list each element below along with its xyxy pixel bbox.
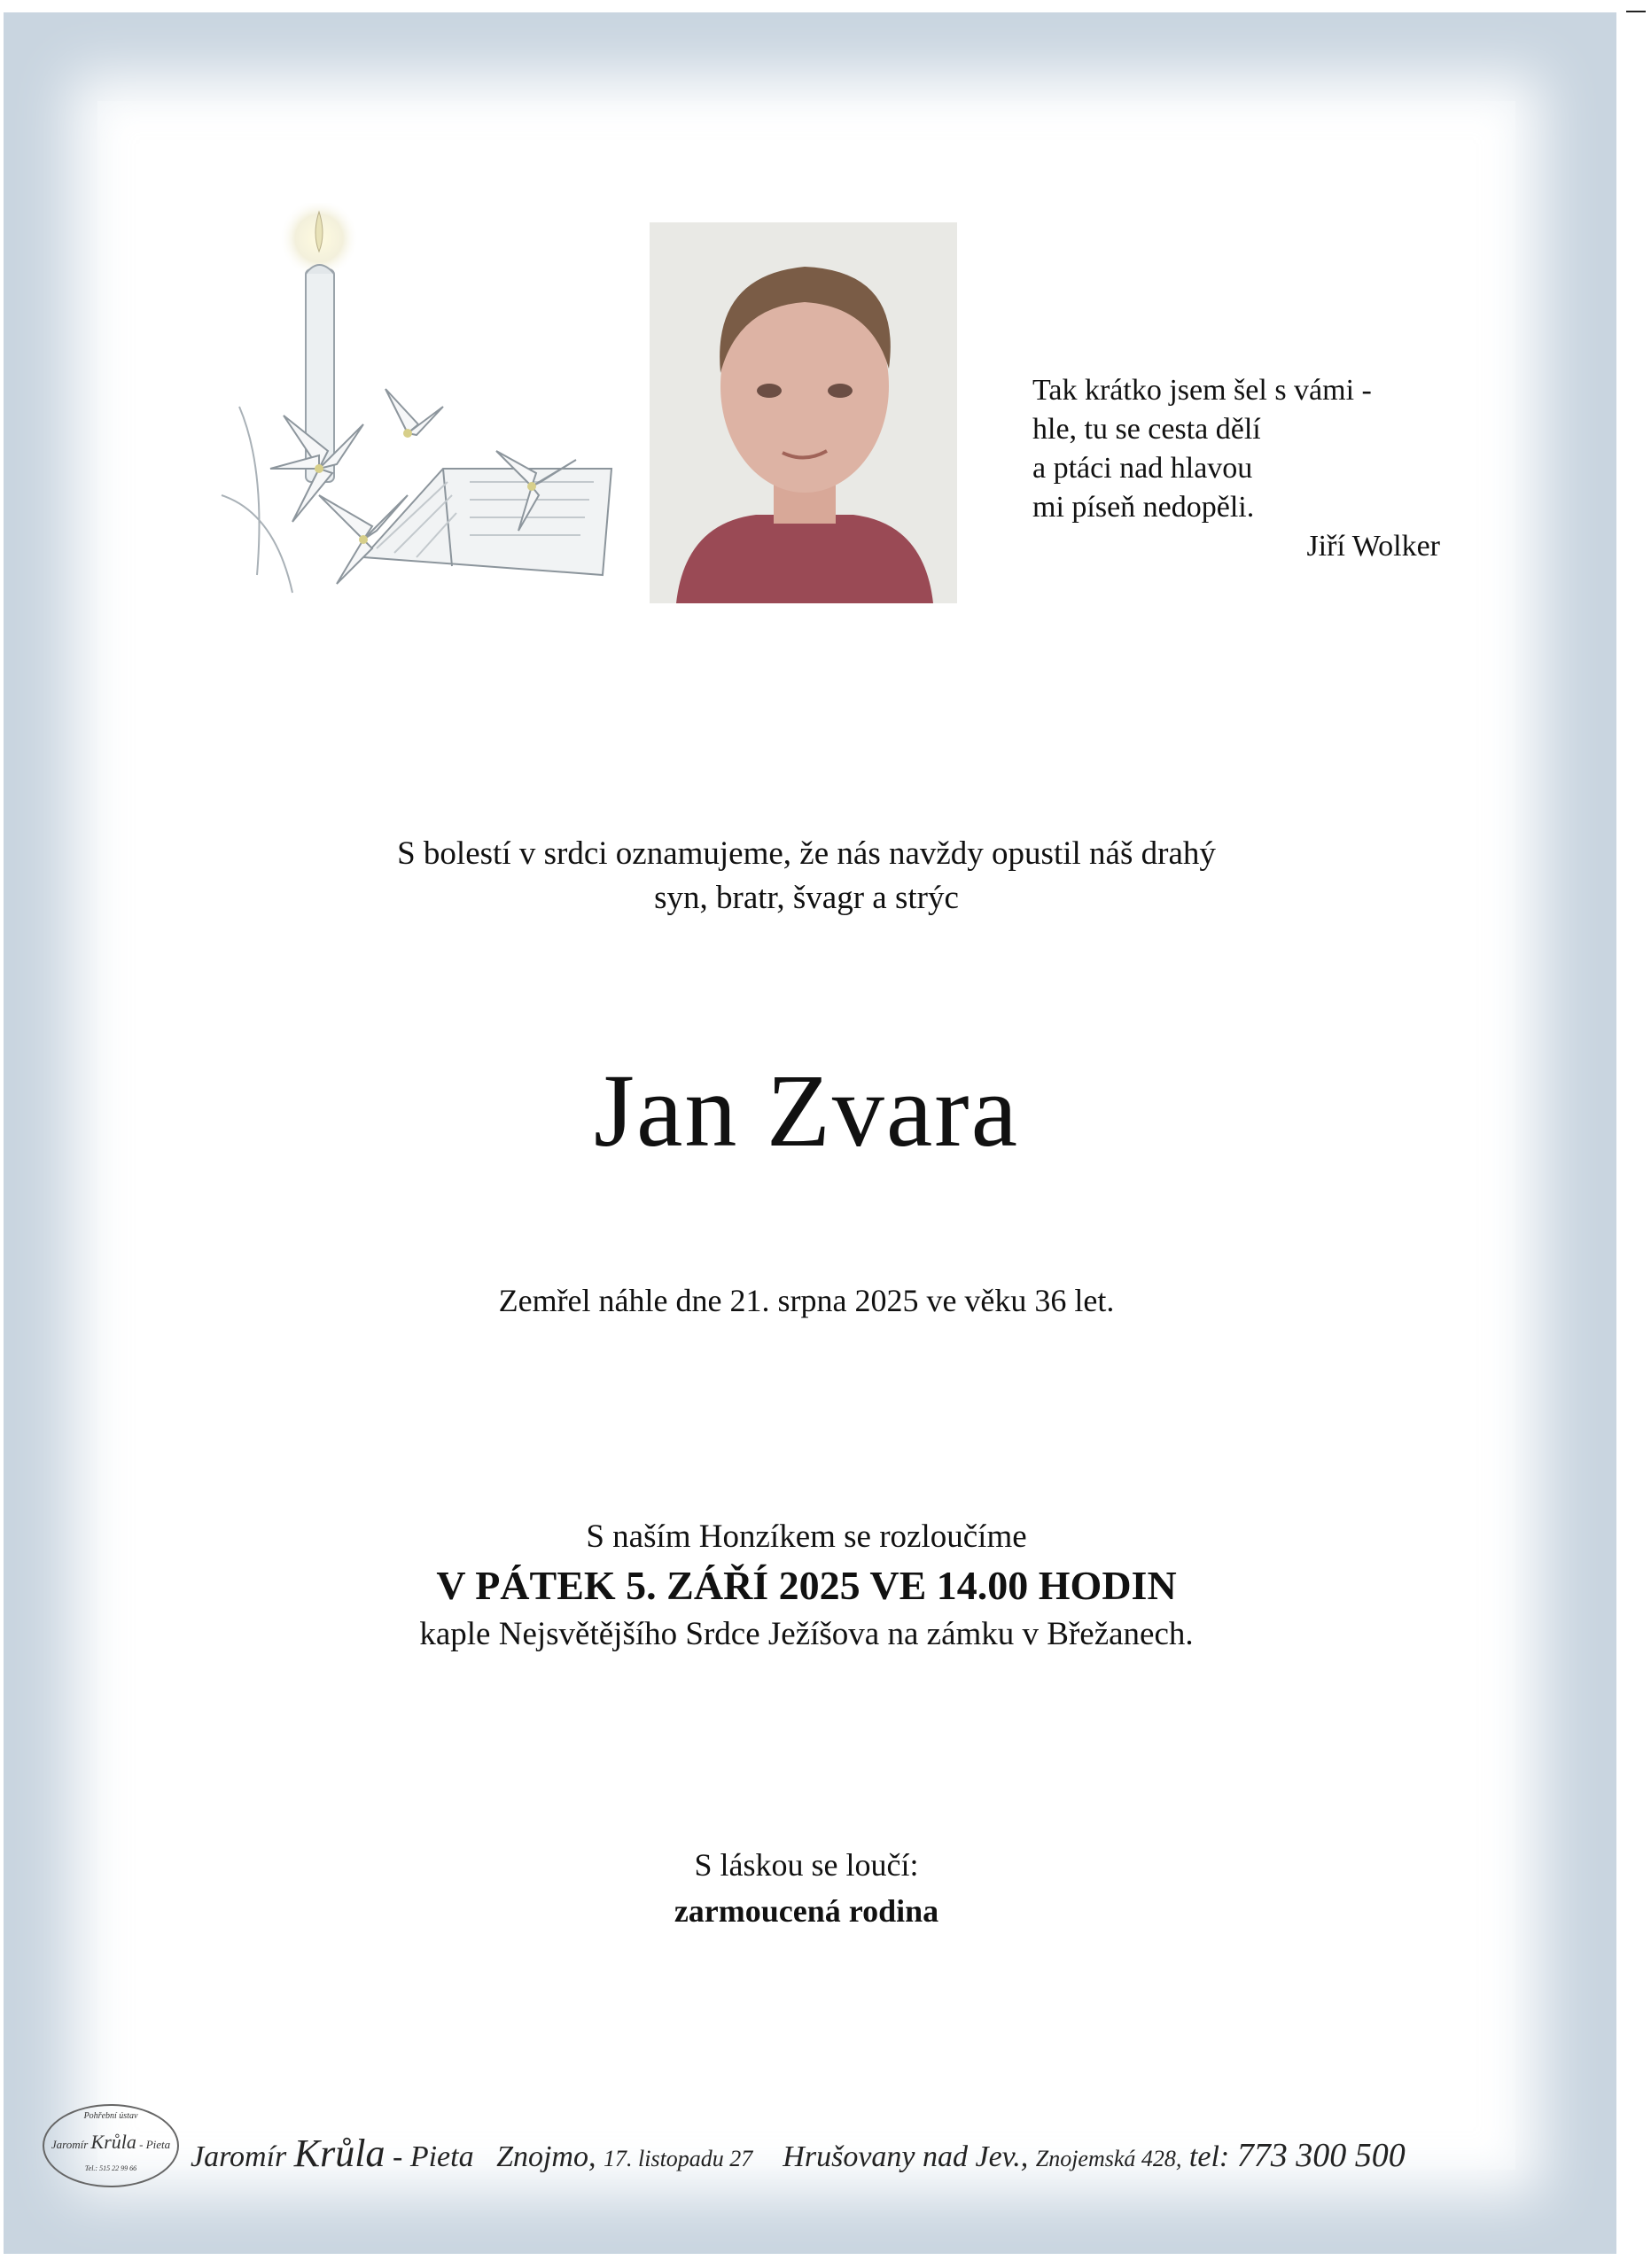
footer-branch2-street: Znojemská 428, [1035, 2146, 1182, 2171]
portrait-placeholder [650, 222, 957, 603]
stamp-suffix: - Pieta [139, 2138, 171, 2151]
corner-mark [1626, 11, 1646, 12]
footer-phone-label: tel: [1188, 2140, 1230, 2173]
ceremony-place: kaple Nejsvětějšího Srdce Ježíšova na zámku v Břežanech. [419, 1616, 1194, 1652]
poem-line: a ptáci nad hlavou [1032, 452, 1253, 485]
paper-frame [4, 12, 1616, 2254]
deceased-name: Jan Zvara [594, 1052, 1019, 1169]
stamp-top-text: Pohřební ústav [83, 2111, 138, 2121]
announcement-text [97, 832, 1515, 920]
funeral-home-footer [191, 2131, 1573, 2176]
ceremony-datetime: V PÁTEK 5. ZÁŘÍ 2025 VE 14.00 HODIN [436, 1563, 1177, 1608]
ceremony-info [97, 1514, 1515, 1658]
stamp-phone: Tel.: 515 22 99 66 [84, 2164, 137, 2172]
portrait-photo [650, 222, 957, 603]
announcement-line-1: S bolestí v srdci oznamujeme, že nás navždy opustil náš drahý [397, 835, 1216, 872]
stamp-first: Jaromír [51, 2138, 89, 2151]
stamp-name [44, 2131, 177, 2154]
footer-company: - Pieta [393, 2140, 474, 2173]
footer-phone: 773 300 500 [1236, 2137, 1406, 2174]
footer-surname: Krůla [293, 2132, 385, 2175]
ceremony-header: S naším Honzíkem se rozloučíme [586, 1518, 1027, 1555]
poem-line: Tak krátko jsem šel s vámi - [1032, 374, 1372, 407]
footer-branch1-street: 17. listopadu 27 [604, 2146, 753, 2171]
closing-family: zarmoucená rodina [674, 1893, 939, 1929]
funeral-home-stamp [43, 2104, 179, 2187]
announcement-line-2: syn, bratr, švagr a strýc [654, 880, 959, 916]
closing-signature [97, 1842, 1515, 1934]
obituary-card [97, 101, 1515, 2170]
poem-line: mi píseň nedopěli. [1032, 491, 1255, 524]
candle-book-lily-illustration [186, 203, 629, 619]
footer-branch1-city: Znojmo, [496, 2140, 596, 2173]
poem-line: hle, tu se cesta dělí [1032, 413, 1261, 446]
footer-first-name: Jaromír [191, 2140, 287, 2173]
poem-quote [1032, 371, 1449, 566]
footer-branch2-city: Hrušovany nad Jev., [783, 2140, 1029, 2173]
death-note: Zemřel náhle dne 21. srpna 2025 ve věku 36 let. [498, 1283, 1115, 1318]
poem-author: Jiří Wolker [1306, 530, 1440, 563]
stamp-surname: Krůla [90, 2131, 136, 2153]
closing-from: S láskou se loučí: [694, 1847, 919, 1883]
